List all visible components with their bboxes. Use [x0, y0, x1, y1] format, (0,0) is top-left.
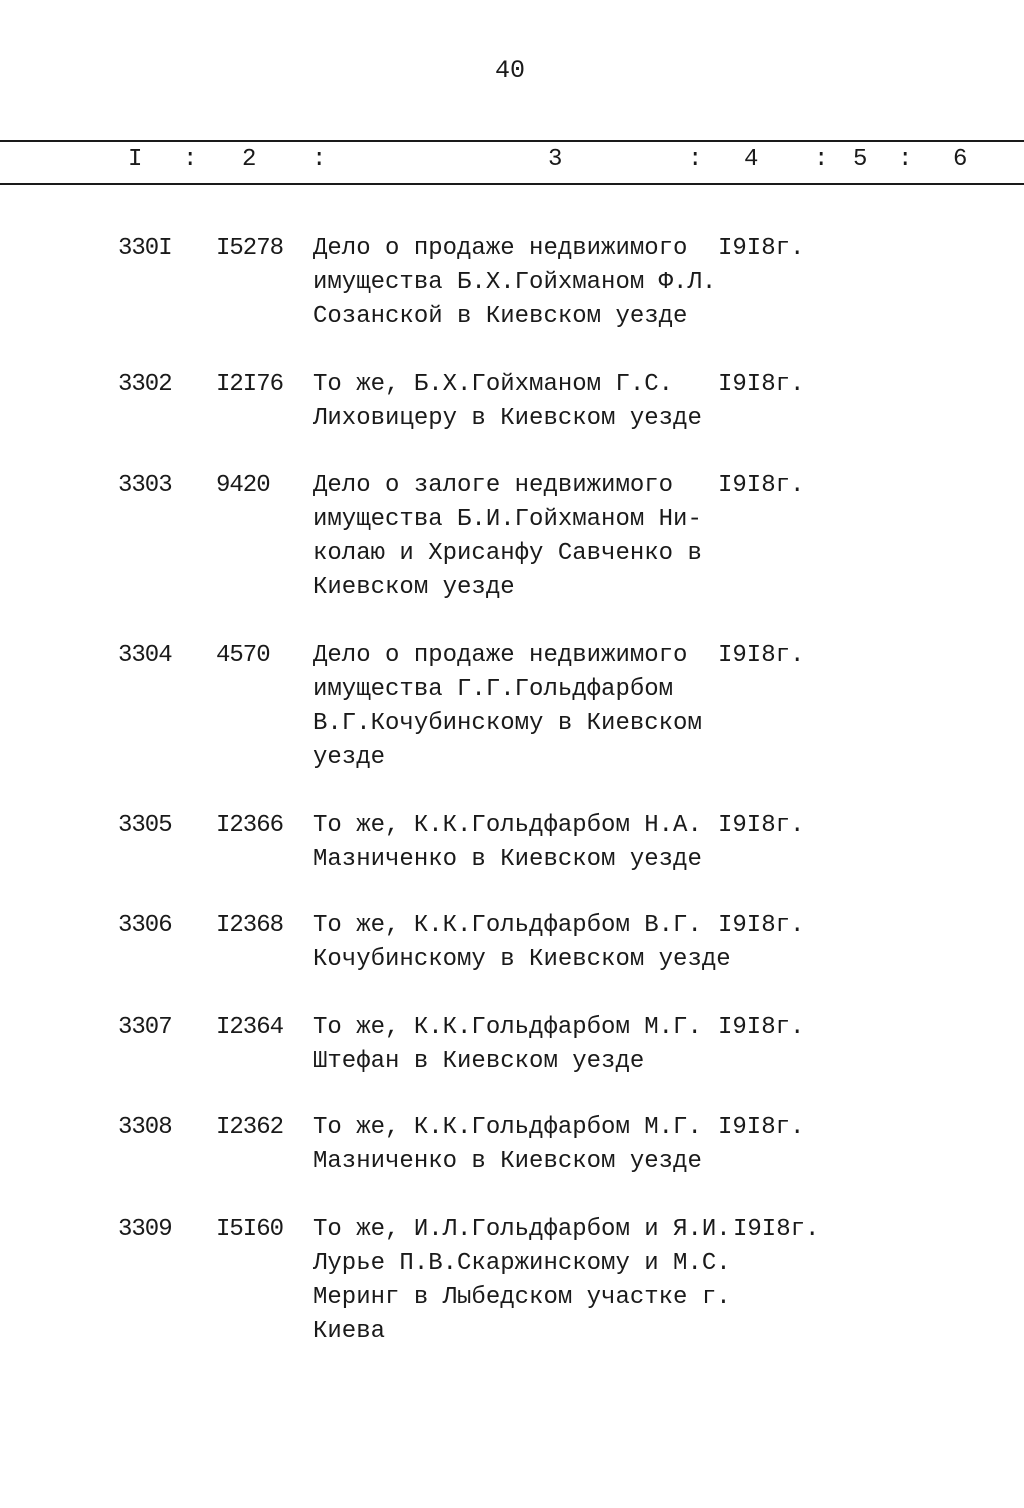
column-separator: :: [183, 146, 198, 173]
description-line: То же, И.Л.Гольдфарбом и Я.И.: [313, 1216, 731, 1243]
column-header-6: 6: [953, 146, 968, 173]
entry-description: [313, 368, 733, 436]
entry-number: 3304: [118, 642, 172, 669]
description-line: имущества Б.И.Гойхманом Ни-: [313, 506, 702, 533]
description-line: Штефан в Киевском уезде: [313, 1048, 645, 1075]
description-line: То же, К.К.Гольдфарбом Н.А.: [313, 812, 702, 839]
entry-year: I9I8г.: [733, 1216, 820, 1243]
entry-description: [313, 1213, 733, 1349]
description-line: Созанской в Киевском уезде: [313, 303, 688, 330]
entry-year: I9I8г.: [718, 642, 805, 669]
entry-year: I9I8г.: [718, 472, 805, 499]
column-separator: :: [688, 146, 703, 173]
entry-description: [313, 1111, 733, 1179]
description-line: Лурье П.В.Скаржинскому и М.С.: [313, 1250, 731, 1277]
description-line: колаю и Хрисанфу Савченко в: [313, 540, 702, 567]
column-separator: :: [814, 146, 829, 173]
header-rule-top: [0, 140, 1024, 142]
description-line: Лиховицеру в Киевском уезде: [313, 405, 702, 432]
description-line: Дело о залоге недвижимого: [313, 472, 674, 499]
entry-code: I2364: [216, 1014, 284, 1041]
entry-number: 3305: [118, 812, 172, 839]
entry-code: I5I60: [216, 1216, 284, 1243]
entry-year: I9I8г.: [718, 912, 805, 939]
column-header-2: 2: [242, 146, 257, 173]
entry-code: 4570: [216, 642, 270, 669]
entry-year: I9I8г.: [718, 1014, 805, 1041]
entry-description: [313, 469, 733, 605]
column-header-3: 3: [548, 146, 563, 173]
description-line: имущества Б.Х.Гойхманом Ф.Л.: [313, 269, 717, 296]
column-separator: :: [898, 146, 913, 173]
header-rule-bottom: [0, 183, 1024, 185]
entry-code: I2366: [216, 812, 284, 839]
entry-description: [313, 639, 733, 775]
column-header-4: 4: [744, 146, 759, 173]
entry-year: I9I8г.: [718, 1114, 805, 1141]
description-line: Киевском уезде: [313, 574, 515, 601]
entry-description: [313, 809, 733, 877]
description-line: То же, К.К.Гольдфарбом М.Г.: [313, 1114, 702, 1141]
description-line: Мазниченко в Киевском уезде: [313, 1148, 702, 1175]
description-line: уезде: [313, 744, 386, 771]
column-header-5: 5: [853, 146, 868, 173]
entry-year: I9I8г.: [718, 812, 805, 839]
entry-code: I2368: [216, 912, 284, 939]
entry-number: 330I: [118, 235, 172, 262]
description-line: Мазниченко в Киевском уезде: [313, 846, 702, 873]
entry-number: 3306: [118, 912, 172, 939]
entry-description: [313, 232, 733, 334]
description-line: Кочубинскому в Киевском уезде: [313, 946, 731, 973]
entry-number: 3302: [118, 371, 172, 398]
column-header-1: I: [128, 146, 143, 173]
entry-code: 9420: [216, 472, 270, 499]
page-number: 40: [494, 56, 525, 85]
description-line: имущества Г.Г.Гольдфарбом: [313, 676, 674, 703]
description-line: В.Г.Кочубинскому в Киевском: [313, 710, 702, 737]
description-line: Дело о продаже недвижимого: [313, 235, 688, 262]
entry-number: 3303: [118, 472, 172, 499]
description-line: То же, К.К.Гольдфарбом В.Г.: [313, 912, 702, 939]
description-line: Меринг в Лыбедском участке г.: [313, 1284, 731, 1311]
entry-code: I2I76: [216, 371, 284, 398]
description-line: То же, К.К.Гольдфарбом М.Г.: [313, 1014, 702, 1041]
entry-year: I9I8г.: [718, 235, 805, 262]
entry-code: I2362: [216, 1114, 284, 1141]
entry-code: I5278: [216, 235, 284, 262]
entry-description: [313, 1011, 733, 1079]
column-separator: :: [312, 146, 327, 173]
entry-description: [313, 909, 733, 977]
entry-number: 3309: [118, 1216, 172, 1243]
entry-number: 3307: [118, 1014, 172, 1041]
entry-number: 3308: [118, 1114, 172, 1141]
description-line: Киева: [313, 1318, 386, 1345]
description-line: Дело о продаже недвижимого: [313, 642, 688, 669]
entry-year: I9I8г.: [718, 371, 805, 398]
description-line: То же, Б.Х.Гойхманом Г.С.: [313, 371, 674, 398]
